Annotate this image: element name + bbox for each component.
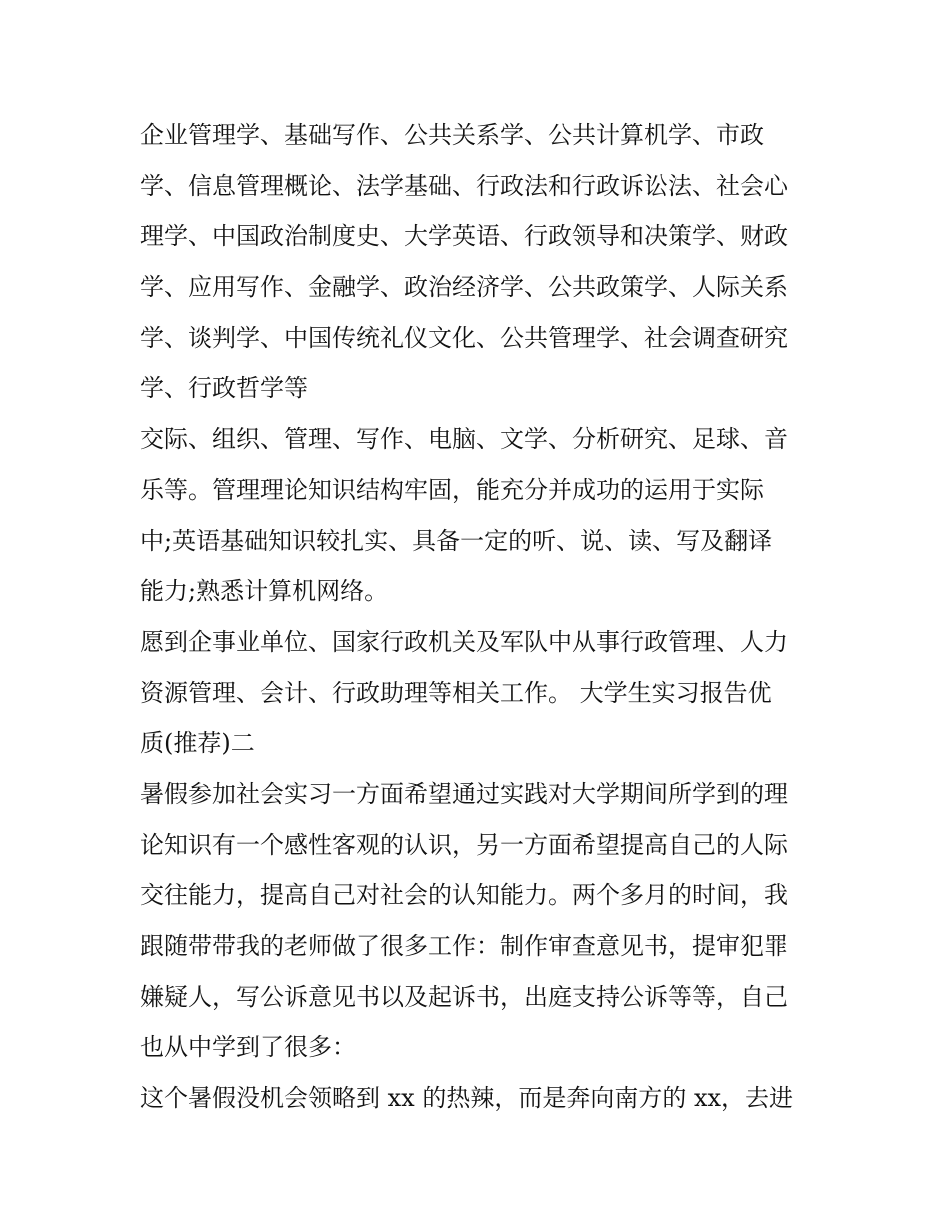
text-line: 企业管理学、基础写作、公共关系学、公共计算机学、市政: [140, 121, 764, 149]
text-line: 学、行政哲学等: [140, 374, 308, 403]
text-line: 交际、组织、管理、写作、电脑、文学、分析研究、足球、音: [140, 425, 788, 454]
text-line: 资源管理、会计、行政助理等相关工作。 大学生实习报告优: [140, 678, 772, 707]
text-line: 学、信息管理概论、法学基础、行政法和行政诉讼法、社会心: [140, 171, 788, 200]
text-line: 愿到企事业单位、国家行政机关及军队中从事行政管理、人力: [140, 627, 788, 656]
text-line: 学、应用写作、金融学、政治经济学、公共政策学、人际关系: [140, 273, 788, 302]
text-line: 质(推荐)二: [140, 729, 255, 758]
text-line: 暑假参加社会实习一方面希望通过实践对大学期间所学到的理: [140, 779, 788, 808]
text-line: 嫌疑人，写公诉意见书以及起诉书，出庭支持公诉等等，自己: [140, 982, 788, 1011]
text-line: 乐等。管理理论知识结构牢固，能充分并成功的运用于实际: [140, 475, 764, 504]
text-line: 跟随带带我的老师做了很多工作：制作审查意见书，提审犯罪: [140, 932, 788, 960]
text-line: 能力;熟悉计算机网络。: [140, 577, 389, 606]
text-line: 理学、中国政治制度史、大学英语、行政领导和决策学、财政: [140, 222, 788, 251]
text-line: 中;英语基础知识较扎实、具备一定的听、说、读、写及翻译: [140, 526, 773, 555]
text-line: 学、谈判学、中国传统礼仪文化、公共管理学、社会调查研究: [140, 323, 788, 352]
text-line: 这个暑假没机会领略到 xx 的热辣，而是奔向南方的 xx，去进: [140, 1084, 794, 1113]
document-body: [140, 110, 820, 1124]
text-line: 交往能力，提高自己对社会的认知能力。两个多月的时间，我: [140, 881, 788, 910]
text-line: 也从中学到了很多：: [140, 1033, 356, 1062]
text-line: 论知识有一个感性客观的认识，另一方面希望提高自己的人际: [140, 830, 788, 859]
